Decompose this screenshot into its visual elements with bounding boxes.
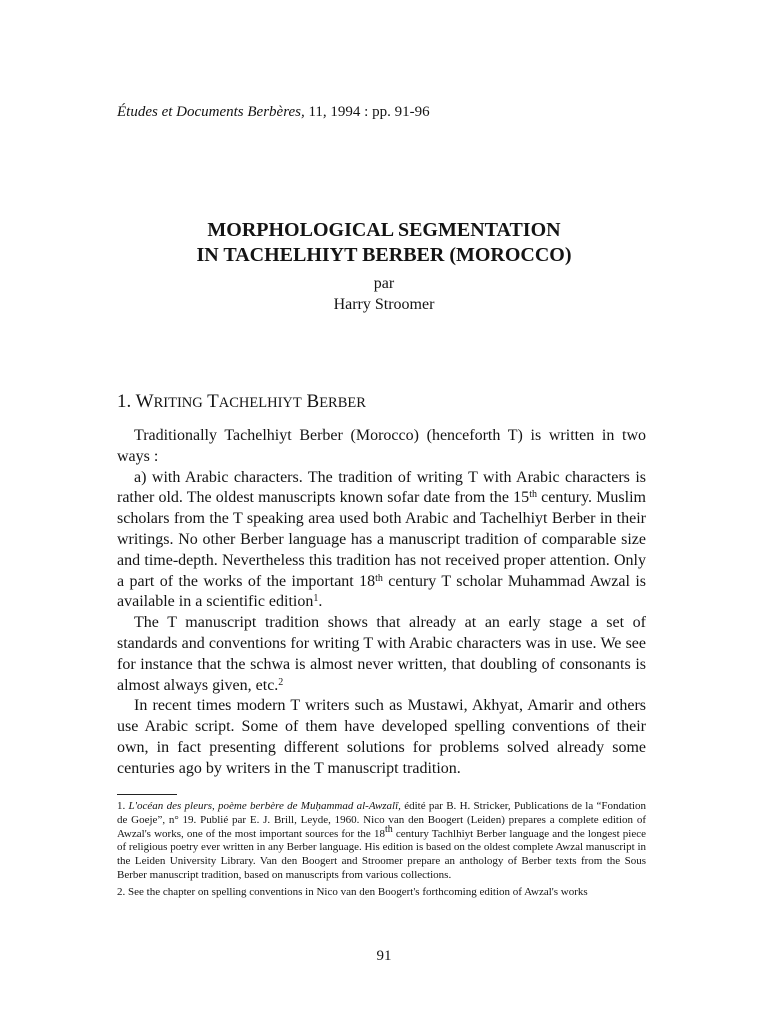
text-run: The T manuscript tradition shows that already at an early stage a set of standards and conventions for writing T with Arabic characters was in use. We see for instance that the schwa is almost never written, that doubling of consonants is almost always given, etc. <box>117 614 646 694</box>
heading-initial: T <box>207 391 219 412</box>
footnote-rule <box>117 794 177 795</box>
footnote-ref-1: 1 <box>313 593 319 605</box>
heading-initial: W <box>135 391 154 412</box>
paragraph-1: Traditionally Tachelhiyt Berber (Morocco) (henceforth T) is written in two ways : <box>117 427 646 465</box>
text-run: édité par B. H. Stricker, Publications de la “Fondation de Goeje”, n° 19. Publié par E. J. Brill, Leyde, 1960. Nico van den Boogert (Leiden) prepares a complete edition of Awzal's works, one of the most important sources for the 18 <box>117 800 647 840</box>
paragraph-4: In recent times modern T writers such as Mustawi, Akhyat, Amarir and others use Arabic script. Some of them have developed spelling conventions of their own, in fact presenting different solutions for problems solved already some centuries ago by writers in the T manuscript tradition. <box>117 697 646 777</box>
paragraph-3 <box>117 613 646 696</box>
footnote-title: L'océan des pleurs, poème berbère de Muḥammad al-Awzalī, <box>128 800 401 812</box>
footnote-ref-2: 2 <box>278 676 284 688</box>
superscript: th <box>384 823 393 835</box>
body-text <box>117 426 646 780</box>
superscript: th <box>529 489 537 501</box>
heading-word: ERBER <box>319 395 366 411</box>
footnotes <box>117 800 646 903</box>
byline-par: par <box>373 275 395 292</box>
heading-initial: B <box>306 391 320 412</box>
footnote-number: 1. <box>117 800 126 812</box>
text-run: a) with Arabic characters. The tradition of writing T with Arabic characters is rather old. The oldest manuscripts known sofar date from the 15 <box>117 468 646 507</box>
heading-word: ACHELHIYT <box>218 395 302 411</box>
author-name: Harry Stroomer <box>333 296 435 313</box>
heading-word: RITING <box>153 395 203 411</box>
paragraph-2 <box>117 468 646 614</box>
journal-citation <box>117 104 430 121</box>
section-number: 1. <box>117 391 132 412</box>
superscript: th <box>375 572 383 584</box>
article-title-line-1: MORPHOLOGICAL SEGMENTATION <box>207 219 561 241</box>
footnote-1 <box>117 800 646 883</box>
footnote-2: 2. See the chapter on spelling conventions in Nico van den Boogert's forthcoming edition of Awzal's works <box>117 885 588 898</box>
journal-name: Études et Documents Berbères, <box>117 104 305 120</box>
text-run: century. Muslim scholars from the T speaking area used both Arabic and Tachelhiyt Berber in their writings. No other Berber language has a manuscript tradition of comparable size and time-depth. Nevertheless this tradition has not received proper attention. Only a part of the works of the important 18 <box>117 489 646 590</box>
journal-volume-pages: 11, 1994 : pp. 91-96 <box>308 104 430 120</box>
text-run: . <box>318 593 323 611</box>
text-run: century T scholar Muhammad Awzal is available in a scientific edition <box>117 572 647 611</box>
page-number: 91 <box>376 948 392 964</box>
text-run: century Tachlhiyt Berber language and the longest piece of religious poetry ever written in any Berber language. His edition is based on the oldest complete Awzal manuscript in the Leiden University Library. Van den Boogert and Stroomer prepare an anthology of Berber texts from the Sous Berber manuscript tradition, based on manuscripts from various collections. <box>117 827 646 881</box>
section-heading <box>117 391 366 413</box>
article-title-line-2: IN TACHELHIYT BERBER (MOROCCO) <box>196 244 572 266</box>
